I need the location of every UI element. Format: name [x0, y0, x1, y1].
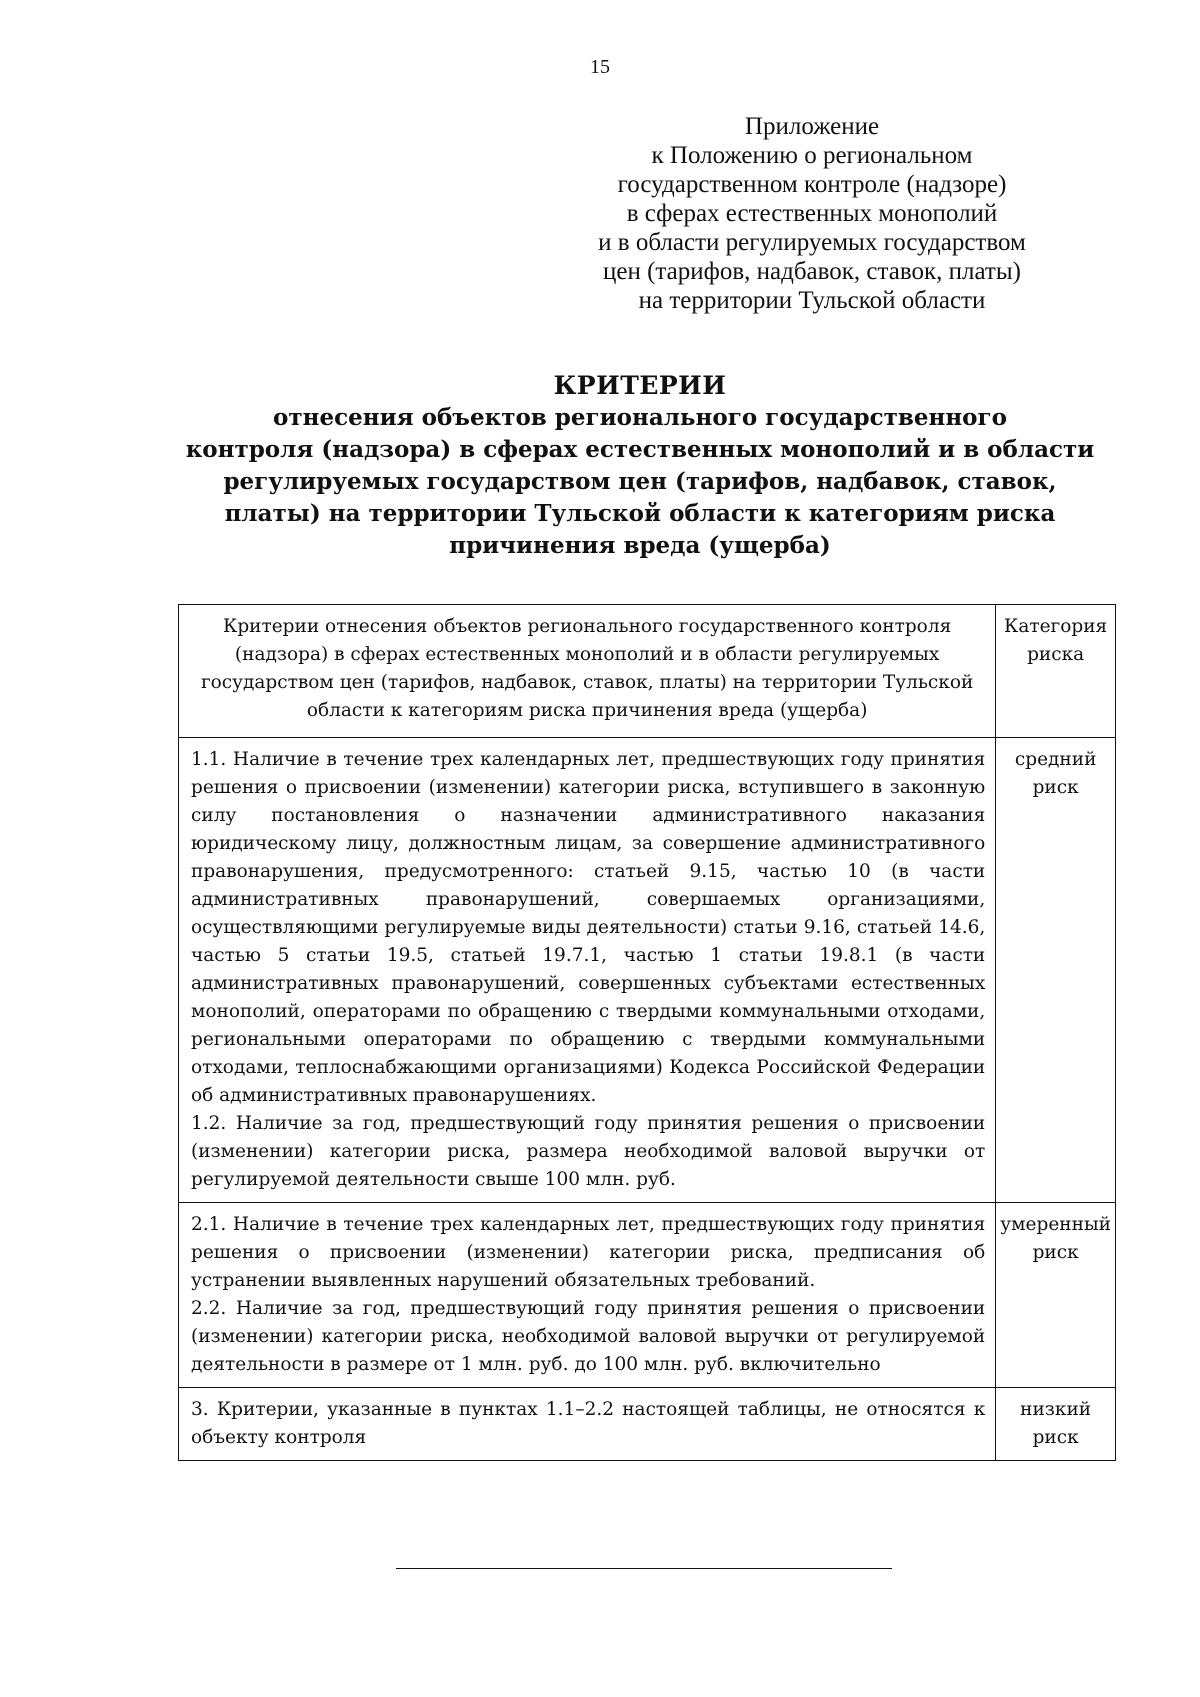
- table-row: [179, 1203, 1116, 1388]
- title-subtitle-line: платы) на территории Тульской области к категориям риска: [224, 500, 1056, 527]
- category-cell: низкий риск: [996, 1388, 1116, 1461]
- criteria-paragraph: 1.2. Наличие за год, предшествующий году принятия решения о присвоении (изменении) категории риска, размера необходимой валовой выручки от регулируемой деятельности свыше 100 млн. руб.: [191, 1113, 986, 1190]
- title-heading: КРИТЕРИИ: [553, 371, 727, 400]
- criteria-cell: [179, 738, 996, 1203]
- appendix-line: и в области регулируемых государством: [598, 229, 1026, 256]
- header-criteria: Критерии отнесения объектов регионального государственного контроля (надзора) в сферах естественных монополий и в области регулируемых государством цен (тарифов, надбавок, ставок, платы) на территории Тульской области к категориям риска причинения вреда (ущерба): [179, 605, 996, 738]
- title-subtitle-line: регулируемых государством цен (тарифов, надбавок, ставок,: [223, 468, 1057, 495]
- criteria-paragraph: 2.2. Наличие за год, предшествующий году принятия решения о присвоении (изменении) категории риска, необходимой валовой выручки от регулируемой деятельности в размере от 1 млн. руб. до 100 млн. руб. включительно: [191, 1298, 986, 1375]
- appendix-note: [572, 112, 1052, 315]
- criteria-cell: [179, 1203, 996, 1388]
- page-number: 15: [590, 56, 610, 78]
- title-subtitle-line: причинения вреда (ущерба): [449, 532, 831, 559]
- category-cell: умеренный риск: [996, 1203, 1116, 1388]
- document-title: [160, 370, 1120, 562]
- criteria-paragraph: 3. Критерии, указанные в пунктах 1.1–2.2 настоящей таблицы, не относятся к объекту контроля: [191, 1399, 986, 1448]
- appendix-line: государственном контроле (надзоре): [617, 171, 1007, 198]
- appendix-line: Приложение: [744, 113, 880, 140]
- table-row: [179, 1388, 1116, 1461]
- table-header-row: [179, 605, 1116, 738]
- criteria-table: [178, 604, 1116, 1461]
- appendix-line: на территории Тульской области: [638, 287, 986, 314]
- title-subtitle-line: контроля (надзора) в сферах естественных монополий и в области: [185, 436, 1095, 463]
- table-row: [179, 738, 1116, 1203]
- footer-divider: [396, 1568, 892, 1569]
- criteria-paragraph: 2.1. Наличие в течение трех календарных лет, предшествующих году принятия решения о присвоении (изменении) категории риска, предписания об устранении выявленных нарушений обязательных требований.: [191, 1214, 986, 1291]
- appendix-line: цен (тарифов, надбавок, ставок, платы): [603, 258, 1021, 285]
- header-category: Категория риска: [996, 605, 1116, 738]
- title-subtitle-line: отнесения объектов регионального государственного: [273, 404, 1007, 431]
- criteria-paragraph: 1.1. Наличие в течение трех календарных лет, предшествующих году принятия решения о присвоении (изменении) категории риска, вступившего в законную силу постановления о назначении административного наказания юридическому лицу, должностным лицам, за совершение административного правонарушения, предусмотренного: статьей 9.15, частью 10 (в части административных правонарушений, совершаемых организациями, осуществляющими регулируемые виды деятельности) статьи 9.16, статьей 14.6, частью 5 статьи 19.5, статьей 19.7.1, частью 1 статьи 19.8.1 (в части административных правонарушений, совершенных субъектами естественных монополий, операторами по обращению с твердыми коммунальными отходами, региональными операторами по обращению с твердыми коммунальными отходами, теплоснабжающими организациями) Кодекса Российской Федерации об административных правонарушениях.: [191, 749, 986, 1106]
- criteria-cell: [179, 1388, 996, 1461]
- category-cell: средний риск: [996, 738, 1116, 1203]
- appendix-line: к Положению о региональном: [651, 142, 973, 169]
- appendix-line: в сферах естественных монополий: [626, 200, 998, 227]
